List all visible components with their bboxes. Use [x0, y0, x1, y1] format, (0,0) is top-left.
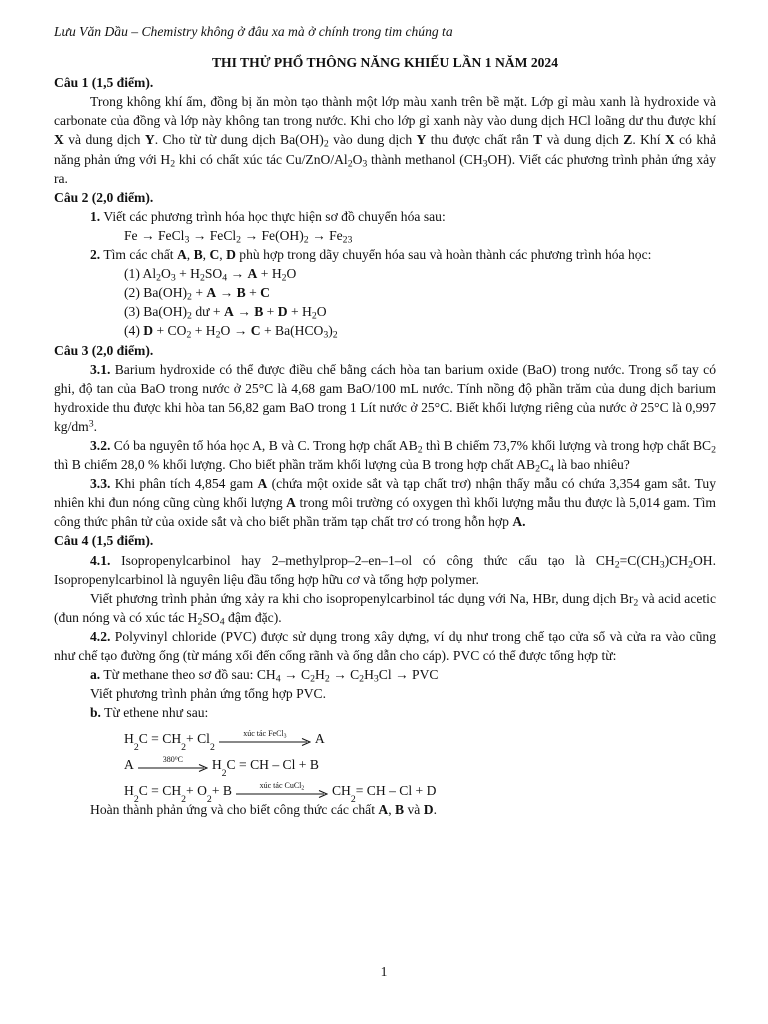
- author-name: Lưu Văn Dầu: [54, 24, 128, 39]
- question-4-2-a-task: Viết phương trình phản ứng tổng hợp PVC.: [90, 686, 326, 702]
- question-4-2: 4.2. Polyvinyl chloride (PVC) được sử dụng trong xây dựng, ví dụ như trong chế tạo cửa sổ và cửa ra vào cũng như chế tạo đường ống (từ máng xối đến cống rãnh và ống dẫn cho cáp). PVC có thể được tổng hợp từ:: [54, 628, 716, 663]
- header-dash: –: [127, 24, 142, 39]
- final-task: Hoàn thành phản ứng và cho biết công thức các chất A, B và D.: [90, 802, 437, 818]
- exam-title: THI THỬ PHỔ THÔNG NĂNG KHIẾU LẦN 1 NĂM 2024: [211, 55, 559, 71]
- question-4-1: 4.1. Isopropenylcarbinol hay 2–methylprop–2–en–1–ol có công thức cấu tạo là $CH_2=C(CH_3)CH_2OH$. Isopropenylcarbinol là nguyên liệu đầu tổng hợp hữu cơ và tổng hợp polymer.: [54, 552, 716, 587]
- question-2-part-2: 2. Tìm các chất A, B, C, D phù hợp trong dãy chuyển hóa sau và hoàn thành các phương trình hóa học:: [90, 247, 652, 263]
- reaction-4: (4) $D + CO_2 + H_2O \to C + Ba(HCO_3)_2$: [124, 323, 338, 342]
- question-4-1-task: Viết phương trình phản ứng xảy ra khi cho isopropenylcarbinol tác dụng với Na, HBr, dung dịch $Br_2$ và acid acetic (đun nóng và có xúc tác $H_2SO_4$ đậm đặc).: [54, 590, 716, 628]
- conversion-chain: Fe → FeCl$_3$ → FeCl$_2$ → $Fe(OH)_2 \to Fe_{23}$: [124, 227, 353, 246]
- header-slogan: Chemistry không ở đâu xa mà ở chính trong tim chúng ta: [141, 24, 453, 39]
- question-4-heading: Câu 4 (1,5 điểm).: [54, 533, 154, 549]
- question-2-heading: Câu 2 (2,0 điểm).: [54, 189, 154, 205]
- question-2-part-1: 1. Viết các phương trình hóa học thực hiện sơ đồ chuyển hóa sau:: [90, 208, 446, 224]
- document-page: [54, 22, 716, 819]
- question-4-2-b: b. Từ ethene như sau:: [90, 705, 209, 721]
- reaction-2: (2) $Ba(OH)_2 + A \to B + C$: [124, 285, 270, 303]
- question-3-2: 3.2. Có ba nguyên tố hóa học A, B và C. Trong hợp chất $AB_2$ thì B chiếm 73,7% khối lượng và trong hợp chất $BC_2$ thì B chiếm 28,0 % khối lượng. Cho biết phần trăm khối lượng của B trong hợp chất $AB_2C_4$ là bao nhiêu?: [54, 437, 716, 475]
- equation-2: A 380$^o$C H 2 C = CH – Cl + B: [124, 755, 319, 780]
- question-3-3: 3.3. Khi phân tích 4,854 gam A (chứa một oxide sắt và tạp chất trơ) nhận thấy mẫu có chứa 3,354 gam sắt. Tuy nhiên khi đun nóng cũng cùng khối lượng A trong môi trường có oxygen thì khối lượng mẫu thu được là 5,014 gam. Tìm công thức phân tử của oxide sắt và cho biết phần trăm tạp chất trơ có trong hỗn hợp A.: [54, 476, 716, 530]
- question-1-text: Trong không khí ẩm, đồng bị ăn mòn tạo thành một lớp màu xanh trên bề mặt. Lớp gỉ màu xanh là hydroxide và carbonate của đồng và lớp này không tan trong nước. Khi cho lớp gỉ xanh này vào dung dịch HCl loãng dư thu được khí X và dung dịch Y. Cho từ từ dung dịch $Ba(OH)_2$ vào dung dịch Y thu được chất rắn T và dung dịch Z. Khí X có khả năng phản ứng với $H_2$ khi có chất xúc tác $Cu/ZnO/Al_2O_3$ thành methanol $(CH_3OH)$. Viết các phương trình phản ứng xảy ra.: [54, 94, 716, 186]
- equation-1: H 2 C = CH 2 + Cl 2 xúc tác FeCl$_3$ A: [124, 729, 325, 754]
- reaction-arrow: 380$^o$C: [138, 755, 208, 772]
- reaction-arrow: xúc tác CuCl$_2$: [236, 781, 328, 798]
- page-number: 1: [380, 964, 388, 979]
- reaction-1: (1) $Al_2O_3 + H_2SO_4 \to A + H_2O$: [124, 266, 297, 284]
- question-4-2-a: a. Từ methane theo sơ đồ sau: $CH_4 \to C_2H_2 \to C_2H_3Cl$ → PVC: [90, 667, 439, 685]
- reaction-3: (3) $Ba(OH)_2$ dư + $A \to B + D + H_2O$: [124, 304, 327, 323]
- question-3-heading: Câu 3 (2,0 điểm).: [54, 342, 154, 358]
- page-header: [54, 22, 716, 41]
- question-3-1: 3.1. Barium hydroxide có thể được điều chế bằng cách hòa tan barium oxide (BaO) trong nước. Trong sổ tay có ghi, độ tan của BaO trong nước ở 25°C là 4,68 gam BaO/100 mL nước. Tính nồng độ phần trăm của dung dịch barium hydroxide thu được khi hòa tan 56,82 gam BaO trong 1 Lít nước ở 25°C. Biết khối lượng riêng của nước ở 25°C là 0,997 $kg/dm^3$.: [54, 361, 716, 434]
- question-1-heading: Câu 1 (1,5 điểm).: [54, 75, 154, 91]
- reaction-arrow: xúc tác FeCl$_3$: [219, 729, 311, 746]
- equation-3: H 2 C = CH 2 + O 2 + B xúc tác CuCl$_2$ CH 2 = CH – Cl + D: [124, 781, 437, 806]
